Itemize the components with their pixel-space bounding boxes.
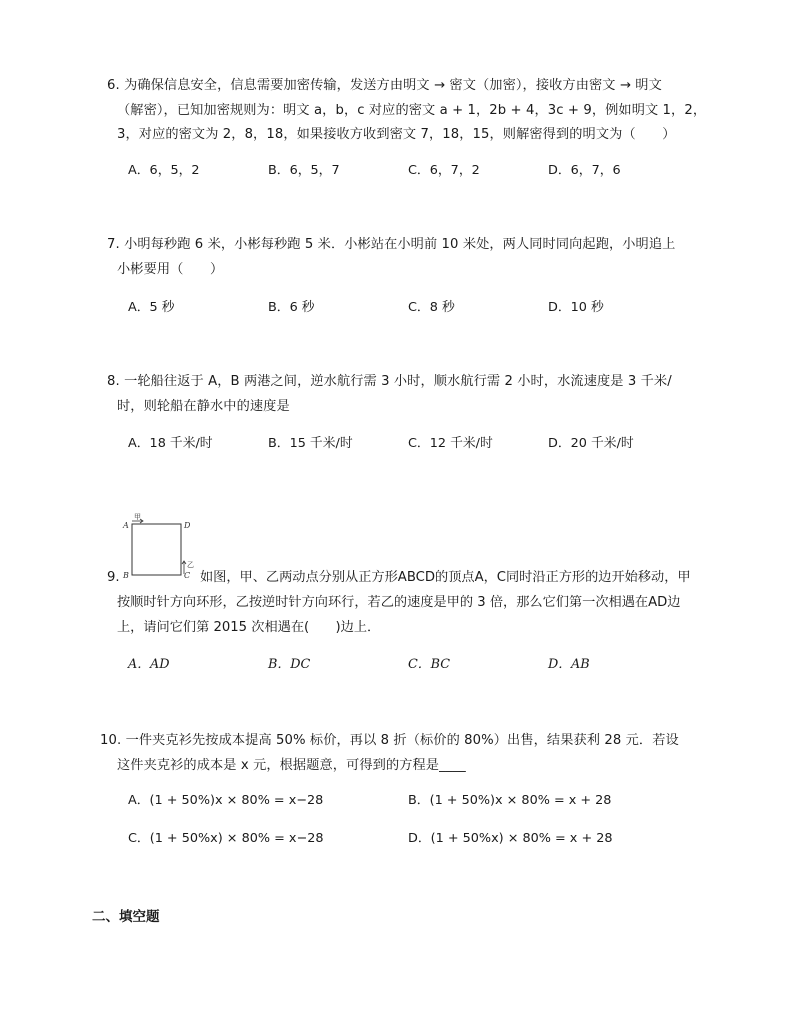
label-c: C — [184, 571, 191, 580]
q6-option-d[interactable]: D．6，7，6 — [548, 163, 621, 178]
q9-option-a[interactable]: A．AD — [128, 657, 170, 672]
q7-option-c[interactable]: C．8 秒 — [408, 300, 455, 315]
question-7-line-1: 7. 小明每秒跑 6 米，小彬每秒跑 5 米．小彬站在小明前 10 米处，两人同时同向起跑，小明追上 — [107, 237, 676, 252]
question-9-line-2: 按顺时针方向环形，乙按逆时针方向环行，若乙的速度是甲的 3 倍，那么它们第一次相遇在AD边 — [117, 595, 681, 610]
question-10-line-2: 这件夹克衫的成本是 x 元，根据题意，可得到的方程是____ — [117, 757, 466, 773]
q9-option-b[interactable]: B．DC — [268, 657, 311, 672]
q10-option-c[interactable]: C．(1 + 50%x) × 80% = x−28 — [128, 831, 324, 846]
q8-option-c[interactable]: C．12 千米/时 — [408, 436, 493, 451]
question-8-line-2: 时，则轮船在静水中的速度是 — [117, 398, 290, 414]
q9-option-d[interactable]: D．AB — [548, 657, 590, 672]
label-a: A — [123, 521, 129, 530]
question-6-line-3: 3，对应的密文为 2，8，18，如果接收方收到密文 7，18，15，则解密得到的明文为（ ） — [117, 127, 676, 142]
question-8-line-1: 8. 一轮船往返于 A，B 两港之间，逆水航行需 3 小时，顺水航行需 2 小时，水流速度是 3 千米/ — [107, 374, 672, 389]
question-6-options — [128, 161, 708, 181]
q10-option-b[interactable]: B．(1 + 50%)x × 80% = x + 28 — [408, 793, 612, 808]
question-6-line-1: 6. 为确保信息安全，信息需要加密传输，发送方由明文 → 密文（加密），接收方由密文 → 明文 — [107, 78, 662, 93]
label-jia: 甲 — [134, 513, 141, 521]
q10-option-d[interactable]: D．(1 + 50%x) × 80% = x + 28 — [408, 831, 613, 846]
question-7 — [107, 233, 707, 282]
label-yi: 乙 — [187, 561, 194, 569]
q8-option-d[interactable]: D．20 千米/时 — [548, 436, 634, 451]
section-title: 二、填空题 — [92, 909, 160, 925]
q6-option-c[interactable]: C．6，7，2 — [408, 163, 480, 178]
q9-option-c[interactable]: C．BC — [408, 657, 451, 672]
question-10-options-row-2 — [128, 829, 708, 849]
question-7-options — [128, 298, 708, 318]
label-d: D — [184, 521, 191, 530]
q8-option-a[interactable]: A．18 千米/时 — [128, 436, 213, 451]
label-b: B — [123, 571, 129, 580]
question-6 — [107, 74, 707, 148]
q10-option-a[interactable]: A．(1 + 50%)x × 80% = x−28 — [128, 793, 324, 808]
square-abcd — [132, 524, 181, 575]
question-7-line-2: 小彬要用（ ） — [117, 261, 224, 277]
question-9-line-1: 如图，甲、乙两动点分别从正方形ABCD的顶点A，C同时沿正方形的边开始移动，甲 — [200, 570, 691, 585]
q7-option-a[interactable]: A．5 秒 — [128, 300, 175, 315]
question-10 — [100, 729, 700, 778]
square-figure — [120, 510, 200, 582]
question-8-options — [128, 434, 708, 454]
q7-option-b[interactable]: B．6 秒 — [268, 300, 315, 315]
q7-option-d[interactable]: D．10 秒 — [548, 300, 604, 315]
q8-option-b[interactable]: B．15 千米/时 — [268, 436, 353, 451]
question-8 — [107, 370, 707, 419]
q6-option-a[interactable]: A．6，5，2 — [128, 163, 200, 178]
question-6-line-2: （解密），已知加密规则为：明文 a，b，c 对应的密文 a + 1，2b + 4，3c + 9，例如明文 1，2， — [117, 102, 707, 118]
question-9-number: 9. — [107, 570, 120, 585]
question-10-options-row-1 — [128, 791, 708, 811]
q6-option-b[interactable]: B．6，5，7 — [268, 163, 340, 178]
question-9-line-3: 上，请问它们第 2015 次相遇在( )边上． — [117, 620, 381, 635]
question-9-options — [128, 655, 708, 675]
question-10-line-1: 10. 一件夹克衫先按成本提高 50% 标价，再以 8 折（标价的 80%）出售，结果获利 28 元．若设 — [100, 733, 679, 748]
